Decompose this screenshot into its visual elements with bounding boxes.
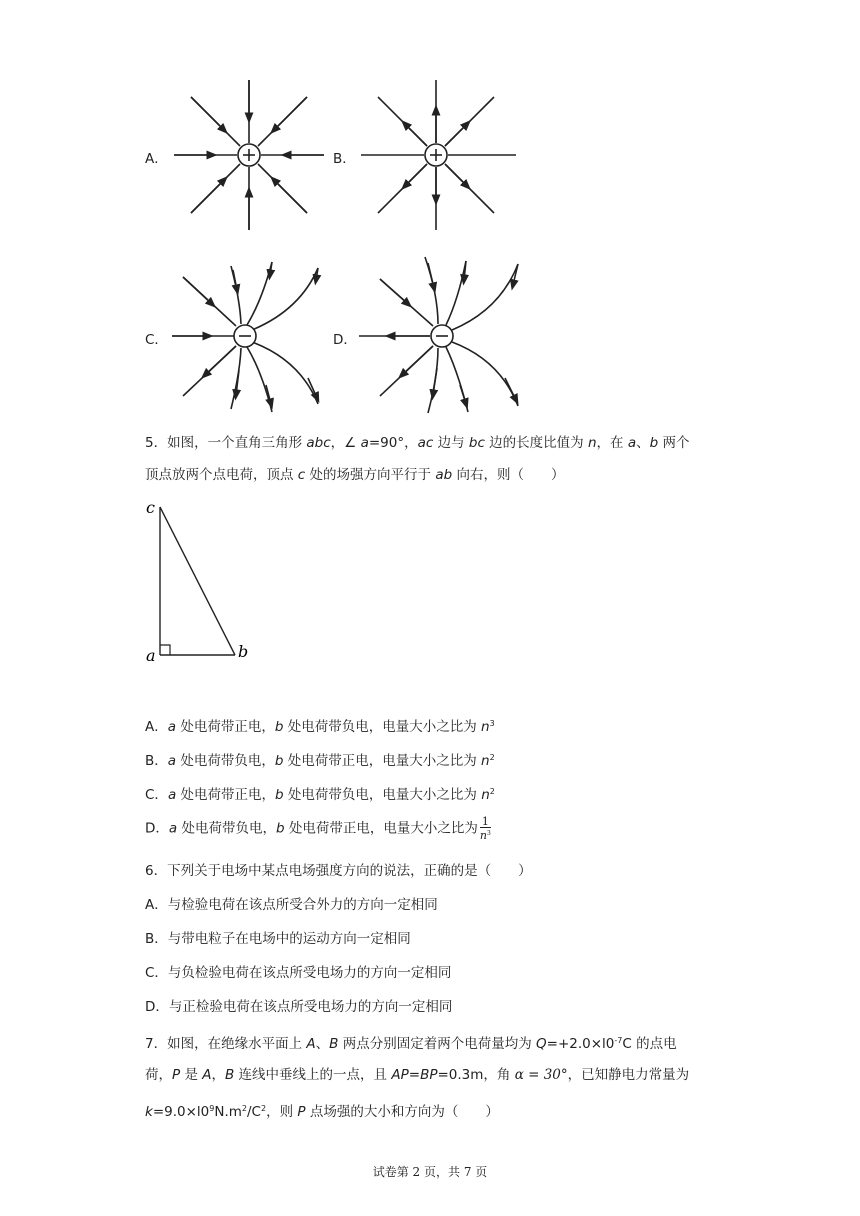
option-b-label[interactable]: B． [333,151,356,167]
page-footer: 试卷第 2 页，共 7 页 [372,1165,488,1179]
vertex-b-label: b [238,642,249,661]
diagram-a-positive-inward [174,80,324,230]
diagram-b-positive-mixed [361,80,516,230]
q5-option-c[interactable]: C．a 处电荷带正电，b 处电荷带负电，电量大小之比为 $n^2$ [145,787,495,803]
q5-option-a[interactable]: A．a 处电荷带正电，b 处电荷带负电，电量大小之比为 $n^3$ [145,719,495,735]
field-line-diagrams [0,0,860,430]
q6-option-d[interactable]: D．与正检验电荷在该点所受电场力的方向一定相同 [145,999,453,1015]
diagram-c-negative-curved [172,262,318,412]
fraction-one-over-n-cubed: $\frac{1}{n^3}$ [479,815,491,842]
option-d-label[interactable]: D． [333,332,357,348]
q7-stem-line2: 荷，P 是 A，B 连线中垂线上的一点，且 AP=BP=0.3m，角 α = 30°，已知静电力常量为 [145,1067,690,1083]
right-triangle-figure [140,495,260,670]
q5-stem-line1: 5．如图，一个直角三角形 abc，∠ a=90°，ac 边与 bc 边的长度比值为 n，在 a、b 两个 [145,435,690,451]
vertex-c-label: c [146,498,155,517]
option-a-label[interactable]: A． [145,151,168,167]
q6-option-a[interactable]: A．与检验电荷在该点所受合外力的方向一定相同 [145,897,438,913]
q6-option-c[interactable]: C．与负检验电荷在该点所受电场力的方向一定相同 [145,965,452,981]
q5-option-b[interactable]: B．a 处电荷带负电，b 处电荷带正电，电量大小之比为 $n^2$ [145,753,495,769]
q6-option-b[interactable]: B．与带电粒子在电场中的运动方向一定相同 [145,931,411,947]
vertex-a-label: a [146,646,156,665]
q5-option-d[interactable]: D．a 处电荷带负电，b 处电荷带正电，电量大小之比为 $\frac{1}{n^3}$ [145,815,491,842]
q5-stem-line2: 顶点放两个点电荷，顶点 c 处的场强方向平行于 ab 向右，则（ ） [145,467,565,483]
option-c-label[interactable]: C． [145,332,168,348]
q7-stem-line3: $k=9.0\times l0^9N.m^2/C^2$，则 P 点场强的大小和方向为（ ） [145,1104,499,1120]
q6-stem: 6．下列关于电场中某点电场强度方向的说法，正确的是（ ） [145,863,532,879]
q7-stem-line1: 7．如图，在绝缘水平面上 A、B 两点分别固定着两个电荷量均为 $Q=+2.0\times l0^{-7}C$ 的点电 [145,1036,677,1052]
diagram-d-negative-curved [359,257,518,413]
